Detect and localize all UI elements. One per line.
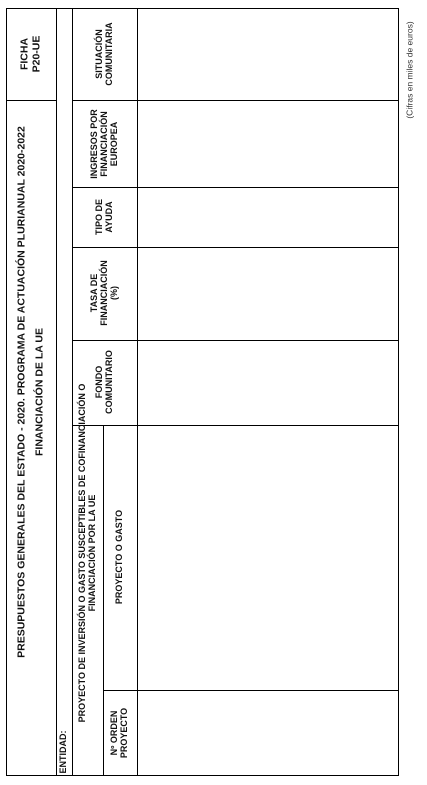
project-group-divider [103,425,104,776]
col-header-situacion-line1: SITUACIÓN [94,29,105,79]
col-divider-proyecto [103,690,399,691]
col-header-ingresos-line3: EUROPEA [108,121,119,167]
project-group-header [78,384,98,723]
project-group-header-line1: PROYECTO DE INVERSIÓN O GASTO SUSCEPTIBLES DE COFINANCIACIÓN O [77,383,88,723]
col-header-ingresos-line1: INGRESOS POR [89,109,100,179]
col-header-tasa-line2: FINANCIACIÓN [99,260,110,326]
frame-left [6,8,7,776]
ficha-label: FICHA [18,37,31,71]
col-header-tasa-line1: TASA DE [89,273,100,313]
col-header-fondo-line1: FONDO [94,365,105,399]
col-divider-tasa [72,340,399,341]
col-header-tipo [95,199,115,235]
col-header-tipo-line2: AYUDA [104,201,114,233]
col-header-order-line1: Nº ORDEN [109,710,120,756]
form-title-line1: PRESUPUESTOS GENERALES DEL ESTADO - 2020. PROGRAMA DE ACTUACIÓN PLURIANUAL 2020-2022 [15,126,28,658]
form-title [16,126,45,658]
col-header-project: PROYECTO O GASTO [114,509,125,605]
col-header-ingresos-line2: FINANCIACIÓN [99,111,110,177]
col-divider-ingresos [72,187,399,188]
frame-right [398,8,399,776]
col-divider-fondo [72,425,399,426]
header-body-divider [137,8,138,776]
figures-note: (Cifras en miles de euros) [404,21,415,119]
col-header-order-line2: PROYECTO [119,707,129,759]
col-header-fondo [95,350,115,414]
col-header-fondo-line2: COMUNITARIO [104,350,114,414]
col-header-tipo-line1: TIPO DE [94,198,105,236]
col-header-tasa-line3: (%) [108,286,119,300]
col-header-situacion [95,22,115,85]
title-band-divider [56,8,57,776]
frame-top [6,8,399,9]
col-divider-tipo [72,247,399,248]
ficha-id: P20-UE [30,35,42,73]
col-header-tasa [90,260,120,326]
ficha-code [19,36,42,73]
col-header-situacion-line2: COMUNITARIA [104,22,114,86]
project-group-header-line2: FINANCIACIÓN POR LA UE [87,494,97,612]
col-divider-situacion [72,100,399,101]
form-title-line2: FINANCIACIÓN DE LA UE [33,328,45,456]
entity-label: ENTIDAD: [58,730,69,774]
entity-band-divider [72,8,73,776]
frame-bottom [6,775,399,776]
ficha-divider [6,100,57,101]
col-header-ingresos [90,109,120,179]
col-header-order [110,708,130,758]
